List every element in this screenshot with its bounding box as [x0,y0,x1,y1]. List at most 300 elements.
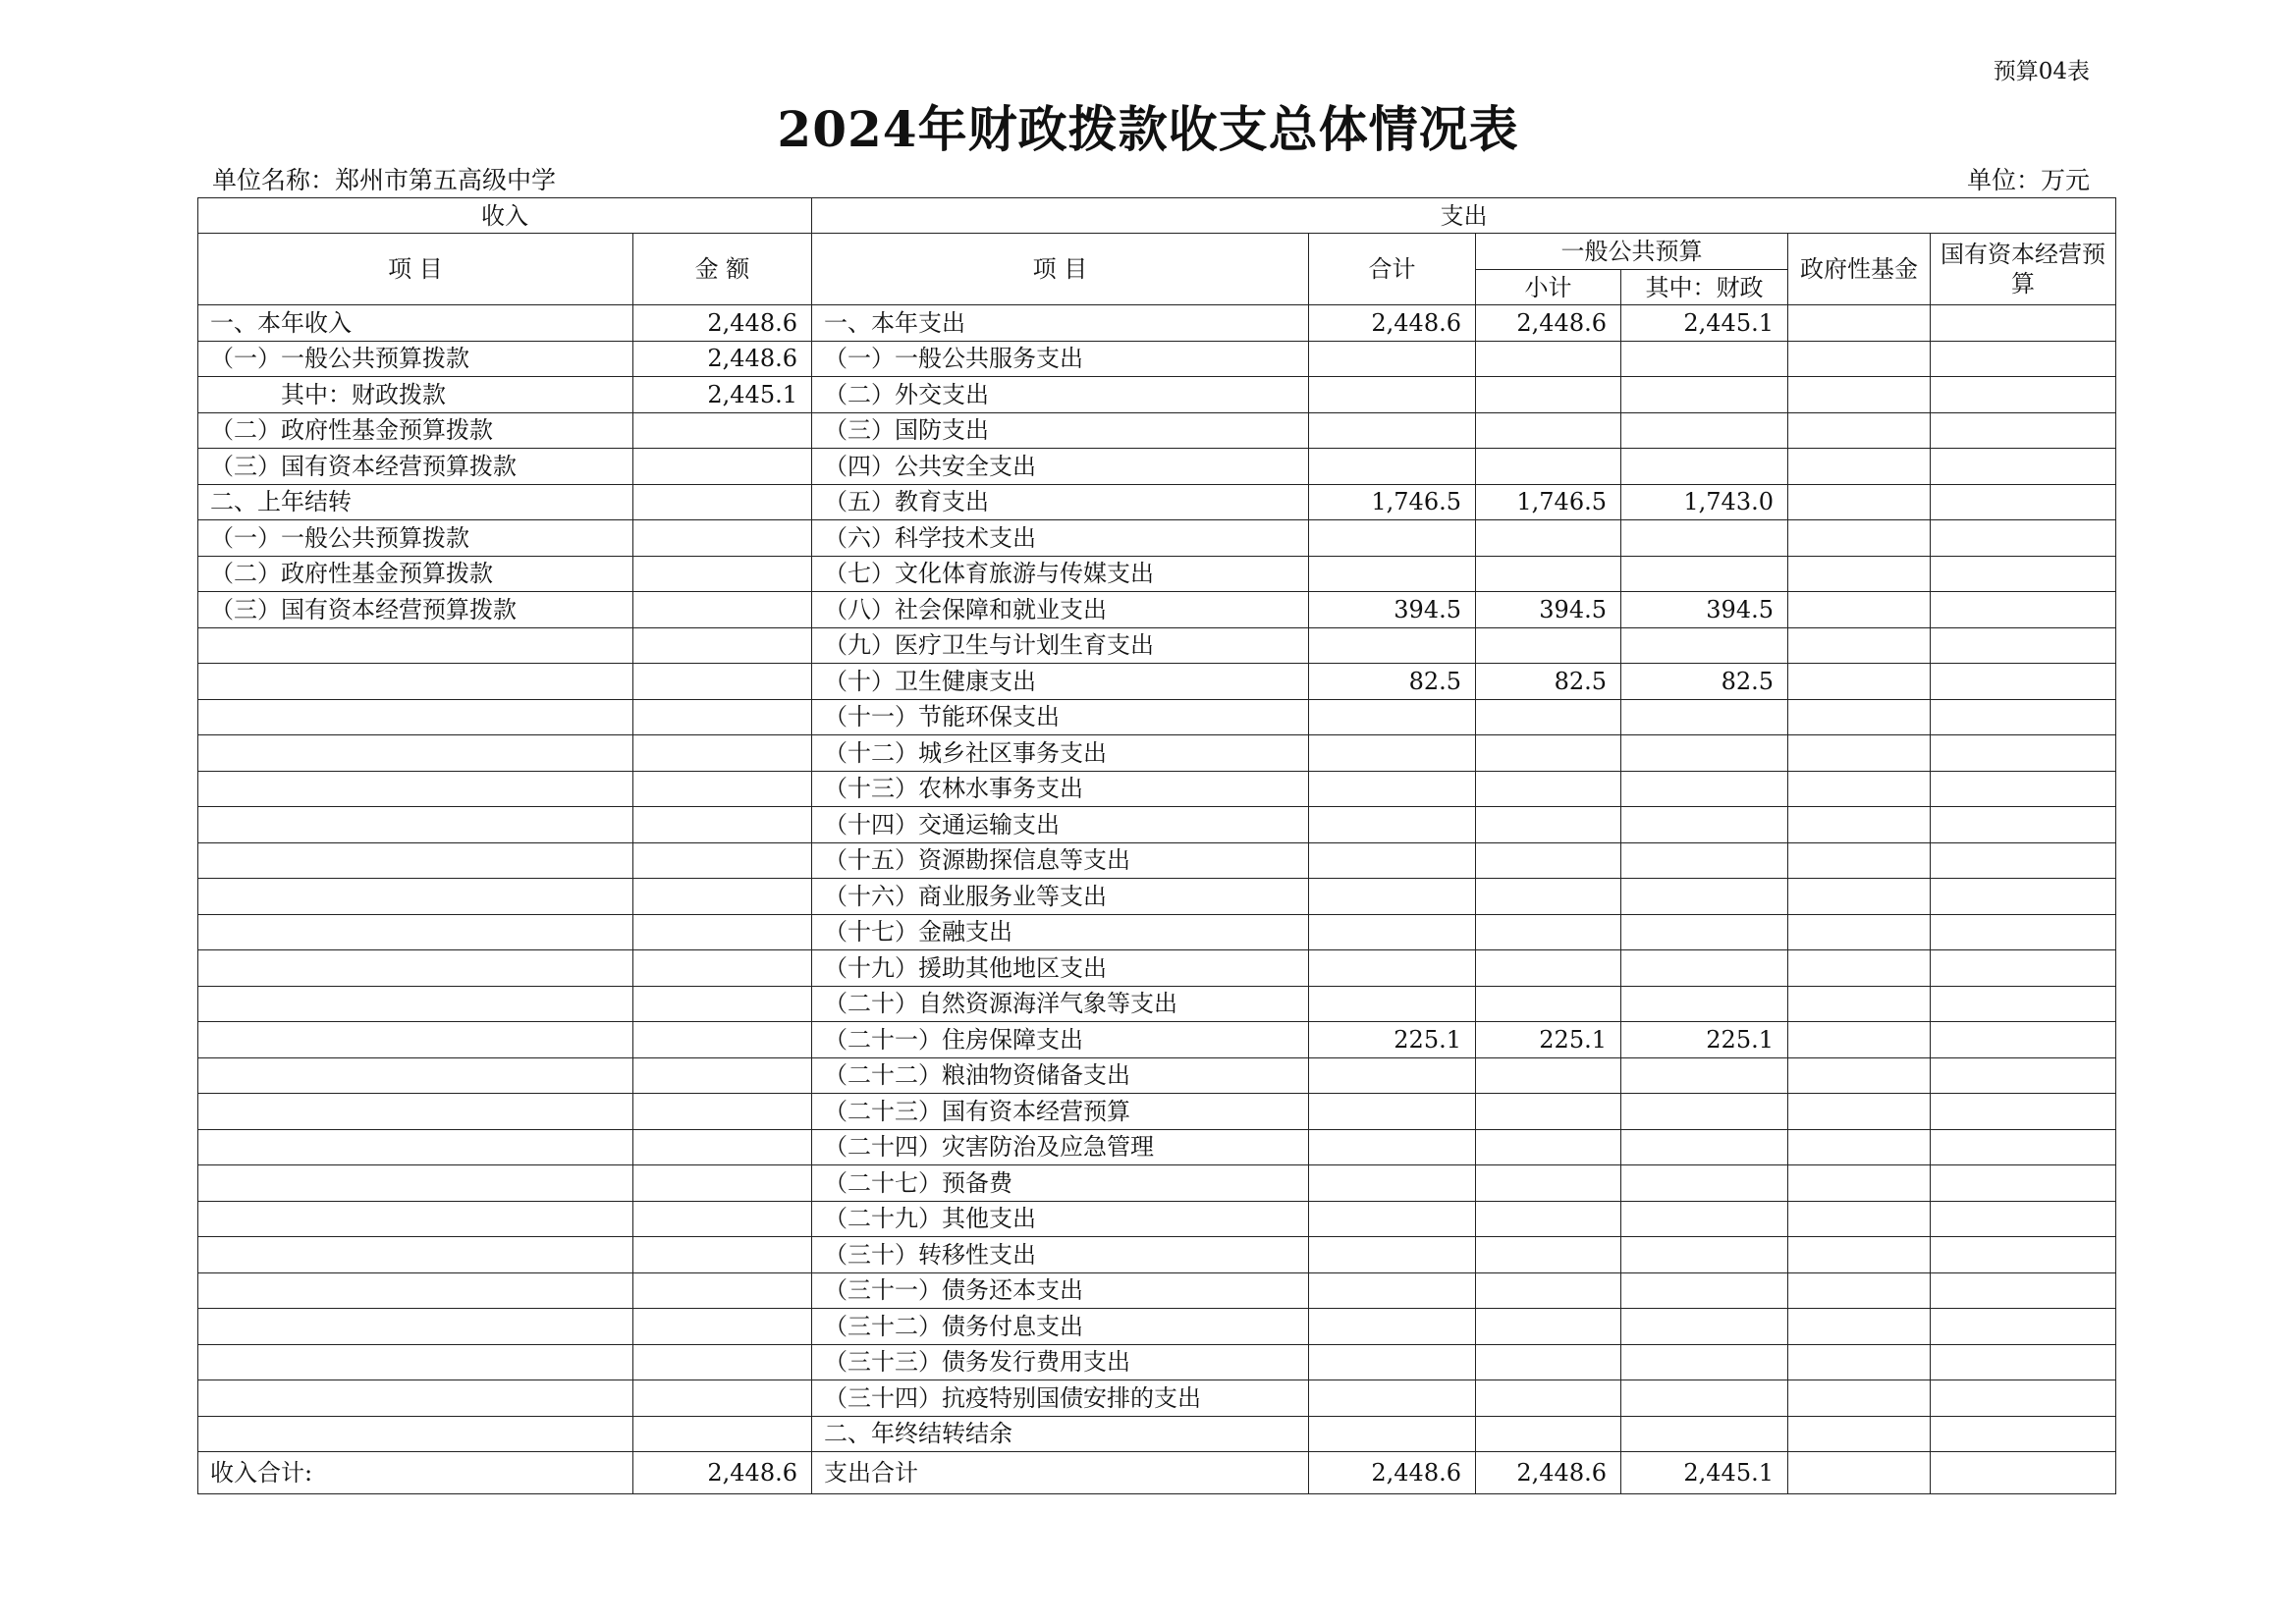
expense-item-cell: （五）教育支出 [812,484,1309,520]
total-cell [1309,1094,1476,1130]
total-cell [1309,879,1476,915]
table-row [198,1201,2116,1237]
total-cell: 394.5 [1309,592,1476,628]
total-cell [1309,1129,1476,1165]
fiscal-cell [1621,1416,1788,1452]
state-capital-cell [1931,807,2116,843]
income-item-cell [198,1309,633,1345]
gov-fund-cell [1788,377,1931,413]
gov-fund-cell [1788,484,1931,520]
expense-item-cell: （十五）资源勘探信息等支出 [812,842,1309,879]
expense-item-cell: （二）外交支出 [812,377,1309,413]
state-capital-cell [1931,664,2116,700]
total-cell [1309,1165,1476,1202]
income-total-amount: 2,448.6 [633,1452,812,1494]
income-item-cell: （三）国有资本经营预算拨款 [198,449,633,485]
income-item-cell [198,879,633,915]
income-item-cell: 其中：财政拨款 [198,377,633,413]
fiscal-cell [1621,412,1788,449]
gov-fund-cell [1788,1272,1931,1309]
fiscal-cell [1621,1344,1788,1380]
total-cell [1309,1237,1476,1273]
income-amount-cell [633,914,812,950]
state-capital-cell [1931,771,2116,807]
income-amount-cell [633,842,812,879]
income-item-cell: （三）国有资本经营预算拨款 [198,592,633,628]
income-item-cell [198,1237,633,1273]
table-row [198,735,2116,772]
total-cell [1309,735,1476,772]
table-row [198,1272,2116,1309]
expense-item-cell: （四）公共安全支出 [812,449,1309,485]
total-cell [1309,1272,1476,1309]
total-cell [1309,377,1476,413]
income-item-cell [198,1165,633,1202]
subtotal-cell [1476,771,1621,807]
income-amount-cell [633,879,812,915]
expense-item-cell: （十九）援助其他地区支出 [812,950,1309,987]
table-row [198,1129,2116,1165]
table-row [198,627,2116,664]
header-general-budget: 一般公共预算 [1476,234,1788,270]
fiscal-cell [1621,1057,1788,1094]
table-row [198,879,2116,915]
total-cell [1309,807,1476,843]
subtotal-cell [1476,1380,1621,1417]
total-cell [1309,950,1476,987]
fiscal-cell: 82.5 [1621,664,1788,700]
subtotal-cell: 2,448.6 [1476,305,1621,342]
state-capital-cell [1931,1344,2116,1380]
gov-fund-cell [1788,879,1931,915]
income-amount-cell [633,627,812,664]
expense-item-cell: （六）科学技术支出 [812,520,1309,557]
fiscal-cell: 1,743.0 [1621,484,1788,520]
expense-item-cell: （二十二）粮油物资储备支出 [812,1057,1309,1094]
total-cell: 82.5 [1309,664,1476,700]
gov-fund-cell [1788,1165,1931,1202]
income-item-cell [198,986,633,1022]
income-item-cell [198,664,633,700]
header-state-capital: 国有资本经营预算 [1931,234,2116,305]
income-amount-cell [633,1165,812,1202]
income-amount-cell [633,1416,812,1452]
page-title: 2024年财政拨款收支总体情况表 [777,100,1519,158]
gov-fund-cell [1788,664,1931,700]
income-item-cell: （二）政府性基金预算拨款 [198,412,633,449]
subtotal-cell [1476,1201,1621,1237]
fiscal-cell [1621,627,1788,664]
gov-fund-cell [1788,914,1931,950]
fiscal-cell [1621,842,1788,879]
fiscal-cell [1621,950,1788,987]
table-row [198,341,2116,377]
gov-fund-cell [1788,1057,1931,1094]
subtotal-cell [1476,1129,1621,1165]
state-capital-cell [1931,1309,2116,1345]
expense-item-cell: （七）文化体育旅游与传媒支出 [812,556,1309,592]
state-capital-cell [1931,699,2116,735]
gov-fund-cell [1788,699,1931,735]
income-item-cell [198,1272,633,1309]
expense-item-cell: （十一）节能环保支出 [812,699,1309,735]
income-item-cell [198,1129,633,1165]
state-capital-cell [1931,520,2116,557]
table-row [198,412,2116,449]
table-row [198,1094,2116,1130]
state-capital-cell [1931,1416,2116,1452]
state-capital-cell [1931,986,2116,1022]
currency-unit: 单位：万元 [1966,166,2090,194]
subtotal-cell [1476,341,1621,377]
state-capital-cell [1931,484,2116,520]
income-item-cell [198,1344,633,1380]
state-capital-cell [1931,1201,2116,1237]
subtotal-cell: 225.1 [1476,1022,1621,1058]
expense-total-state-capital [1931,1452,2116,1494]
total-cell [1309,1344,1476,1380]
expense-item-cell: （八）社会保障和就业支出 [812,592,1309,628]
fiscal-cell: 394.5 [1621,592,1788,628]
table-row [198,592,2116,628]
gov-fund-cell [1788,771,1931,807]
state-capital-cell [1931,627,2116,664]
state-capital-cell [1931,449,2116,485]
income-amount-cell [633,986,812,1022]
fiscal-cell [1621,1272,1788,1309]
income-amount-cell [633,520,812,557]
fiscal-cell [1621,879,1788,915]
subtotal-cell [1476,1309,1621,1345]
subtotal-cell [1476,735,1621,772]
income-amount-cell [633,1094,812,1130]
subtotal-cell [1476,556,1621,592]
income-item-cell [198,771,633,807]
gov-fund-cell [1788,627,1931,664]
expense-item-cell: （二十七）预备费 [812,1165,1309,1202]
state-capital-cell [1931,735,2116,772]
fiscal-cell [1621,986,1788,1022]
total-cell [1309,556,1476,592]
income-item-cell [198,914,633,950]
state-capital-cell [1931,341,2116,377]
gov-fund-cell [1788,449,1931,485]
totals-row [198,1452,2116,1494]
expense-item-cell: （三十四）抗疫特别国债安排的支出 [812,1380,1309,1417]
subtotal-cell [1476,950,1621,987]
income-amount-cell [633,1057,812,1094]
fiscal-cell [1621,914,1788,950]
table-row [198,807,2116,843]
gov-fund-cell [1788,807,1931,843]
table-row [198,1380,2116,1417]
total-cell [1309,842,1476,879]
expense-total-total: 2,448.6 [1309,1452,1476,1494]
subtotal-cell [1476,1344,1621,1380]
income-item-cell [198,699,633,735]
total-cell [1309,1380,1476,1417]
income-item-cell: （一）一般公共预算拨款 [198,341,633,377]
fiscal-cell [1621,1129,1788,1165]
income-amount-cell [633,735,812,772]
table-row [198,842,2116,879]
income-item-cell [198,627,633,664]
fiscal-cell [1621,449,1788,485]
fiscal-cell [1621,771,1788,807]
income-amount-cell [633,592,812,628]
expense-item-cell: （十七）金融支出 [812,914,1309,950]
subtotal-cell [1476,1165,1621,1202]
income-item-cell [198,1416,633,1452]
expense-item-cell: （三十三）债务发行费用支出 [812,1344,1309,1380]
table-row [198,664,2116,700]
income-amount-cell [633,699,812,735]
total-cell: 225.1 [1309,1022,1476,1058]
income-amount-cell [633,484,812,520]
subtotal-cell [1476,1237,1621,1273]
subtotal-cell [1476,842,1621,879]
gov-fund-cell [1788,412,1931,449]
total-cell [1309,1201,1476,1237]
fiscal-cell [1621,1309,1788,1345]
fiscal-cell [1621,1380,1788,1417]
income-item-cell [198,1022,633,1058]
subtotal-cell [1476,1094,1621,1130]
income-amount-cell [633,556,812,592]
table-row [198,520,2116,557]
state-capital-cell [1931,914,2116,950]
expense-item-cell: （二十三）国有资本经营预算 [812,1094,1309,1130]
income-amount-cell [633,1380,812,1417]
total-cell: 2,448.6 [1309,305,1476,342]
income-amount-cell [633,1129,812,1165]
subtotal-cell [1476,914,1621,950]
state-capital-cell [1931,377,2116,413]
table-row [198,1165,2116,1202]
expense-item-cell: （三十一）债务还本支出 [812,1272,1309,1309]
income-item-cell: （一）一般公共预算拨款 [198,520,633,557]
table-row [198,556,2116,592]
table-row [198,1237,2116,1273]
subtotal-cell: 394.5 [1476,592,1621,628]
expense-item-cell: （一）一般公共服务支出 [812,341,1309,377]
income-amount-cell [633,1344,812,1380]
fiscal-cell [1621,807,1788,843]
expense-item-cell: （三十）转移性支出 [812,1237,1309,1273]
fiscal-cell [1621,520,1788,557]
income-amount-cell [633,950,812,987]
state-capital-cell [1931,1129,2116,1165]
table-row [198,986,2116,1022]
subtotal-cell [1476,807,1621,843]
total-cell [1309,986,1476,1022]
income-amount-cell [633,1309,812,1345]
state-capital-cell [1931,592,2116,628]
gov-fund-cell [1788,556,1931,592]
header-row-top [198,198,2116,234]
gov-fund-cell [1788,950,1931,987]
subtotal-cell [1476,1057,1621,1094]
subtotal-cell: 82.5 [1476,664,1621,700]
header-gov-fund: 政府性基金 [1788,234,1931,305]
expense-item-cell: （二十四）灾害防治及应急管理 [812,1129,1309,1165]
fiscal-cell [1621,1201,1788,1237]
gov-fund-cell [1788,592,1931,628]
fiscal-cell [1621,377,1788,413]
unit-name: 单位名称：郑州市第五高级中学 [212,166,557,194]
header-expense-item: 项 目 [812,234,1309,305]
expense-item-cell: （二十一）住房保障支出 [812,1022,1309,1058]
state-capital-cell [1931,1237,2116,1273]
header-subtotal: 小计 [1476,270,1621,305]
subtotal-cell [1476,1272,1621,1309]
subtotal-cell [1476,377,1621,413]
state-capital-cell [1931,305,2116,342]
expense-total-gov-fund [1788,1452,1931,1494]
state-capital-cell [1931,879,2116,915]
subtotal-cell [1476,879,1621,915]
state-capital-cell [1931,1165,2116,1202]
budget-table [197,197,2116,1494]
state-capital-cell [1931,1022,2116,1058]
gov-fund-cell [1788,1416,1931,1452]
gov-fund-cell [1788,305,1931,342]
expense-item-cell: （十四）交通运输支出 [812,807,1309,843]
expense-item-cell: （九）医疗卫生与计划生育支出 [812,627,1309,664]
gov-fund-cell [1788,986,1931,1022]
total-cell [1309,1309,1476,1345]
table-row [198,914,2116,950]
expense-item-cell: 一、本年支出 [812,305,1309,342]
expense-item-cell: （十）卫生健康支出 [812,664,1309,700]
table-row [198,1344,2116,1380]
state-capital-cell [1931,1272,2116,1309]
expense-item-cell: 二、年终结转结余 [812,1416,1309,1452]
header-row-mid [198,234,2116,270]
income-amount-cell [633,412,812,449]
state-capital-cell [1931,1380,2116,1417]
state-capital-cell [1931,950,2116,987]
subtotal-cell [1476,986,1621,1022]
table-row [198,377,2116,413]
gov-fund-cell [1788,1201,1931,1237]
state-capital-cell [1931,556,2116,592]
subtotal-cell: 1,746.5 [1476,484,1621,520]
fiscal-cell [1621,1094,1788,1130]
fiscal-cell [1621,735,1788,772]
income-amount-cell [633,1201,812,1237]
total-cell [1309,1416,1476,1452]
table-row [198,305,2116,342]
income-item-cell [198,1094,633,1130]
income-amount-cell [633,1237,812,1273]
gov-fund-cell [1788,1237,1931,1273]
total-cell [1309,627,1476,664]
expense-item-cell: （二十九）其他支出 [812,1201,1309,1237]
subtotal-cell [1476,449,1621,485]
header-income-amount: 金 额 [633,234,812,305]
expense-item-cell: （三）国防支出 [812,412,1309,449]
total-cell [1309,449,1476,485]
income-item-cell: （二）政府性基金预算拨款 [198,556,633,592]
gov-fund-cell [1788,1309,1931,1345]
expense-total-label: 支出合计 [812,1452,1309,1494]
subtotal-cell [1476,627,1621,664]
gov-fund-cell [1788,735,1931,772]
table-row [198,484,2116,520]
total-cell [1309,1057,1476,1094]
total-cell [1309,914,1476,950]
gov-fund-cell [1788,1344,1931,1380]
header-of-which-fiscal: 其中：财政 [1621,270,1788,305]
table-row [198,1416,2116,1452]
table-row [198,449,2116,485]
table-row [198,950,2116,987]
header-income: 收入 [198,198,812,234]
gov-fund-cell [1788,520,1931,557]
expense-total-subtotal: 2,448.6 [1476,1452,1621,1494]
table-row [198,1057,2116,1094]
expense-total-fiscal: 2,445.1 [1621,1452,1788,1494]
fiscal-cell: 225.1 [1621,1022,1788,1058]
fiscal-cell [1621,341,1788,377]
total-cell [1309,412,1476,449]
fiscal-cell [1621,556,1788,592]
expense-item-cell: （十二）城乡社区事务支出 [812,735,1309,772]
subtotal-cell [1476,699,1621,735]
expense-item-cell: （三十二）债务付息支出 [812,1309,1309,1345]
income-amount-cell: 2,448.6 [633,341,812,377]
income-amount-cell: 2,445.1 [633,377,812,413]
income-item-cell [198,735,633,772]
income-amount-cell [633,1272,812,1309]
table-row [198,1309,2116,1345]
expense-item-cell: （十三）农林水事务支出 [812,771,1309,807]
gov-fund-cell [1788,341,1931,377]
income-amount-cell [633,449,812,485]
header-income-item: 项 目 [198,234,633,305]
income-total-label: 收入合计: [198,1452,633,1494]
total-cell [1309,341,1476,377]
total-cell [1309,520,1476,557]
subtotal-cell [1476,520,1621,557]
subtotal-cell [1476,412,1621,449]
fiscal-cell [1621,1237,1788,1273]
gov-fund-cell [1788,1094,1931,1130]
table-row [198,699,2116,735]
gov-fund-cell [1788,1380,1931,1417]
table-row [198,771,2116,807]
form-number: 预算04表 [1993,59,2090,84]
income-item-cell [198,950,633,987]
total-cell [1309,771,1476,807]
income-item-cell [198,1057,633,1094]
income-amount-cell [633,664,812,700]
header-expense: 支出 [812,198,2116,234]
income-item-cell [198,1380,633,1417]
expense-item-cell: （二十）自然资源海洋气象等支出 [812,986,1309,1022]
income-amount-cell: 2,448.6 [633,305,812,342]
gov-fund-cell [1788,842,1931,879]
state-capital-cell [1931,412,2116,449]
table-row [198,1022,2116,1058]
subtotal-cell [1476,1416,1621,1452]
state-capital-cell [1931,1094,2116,1130]
fiscal-cell [1621,1165,1788,1202]
gov-fund-cell [1788,1022,1931,1058]
fiscal-cell: 2,445.1 [1621,305,1788,342]
income-amount-cell [633,1022,812,1058]
